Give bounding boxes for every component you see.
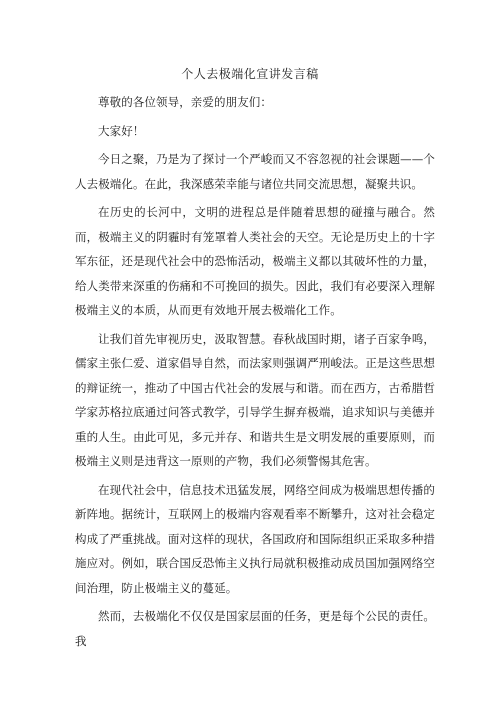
paragraph-philosophy: 让我们首先审视历史，汲取智慧。春秋战国时期，诸子百家争鸣，儒家主张仁爱、道家倡导自然，而法家则强调严刑峻法。正是这些思想的辩证统一，推动了中国古代社会的发展与和谐。而在西方，古希腊哲学家苏格拉底通过问答式教学，引导学生摒弃极端，追求知识与美德并重的人生。由此可见，多元并存、和谐共生是文明发展的重要原则，而极端主义则是违背这一原则的产物，我们必须警惕其危害。 xyxy=(75,331,435,468)
document-body xyxy=(75,90,435,653)
paragraph-history: 在历史的长河中，文明的进程总是伴随着思想的碰撞与融合。然而，极端主义的阴霾时有笼罩着人类社会的天空。无论是历史上的十字军东征，还是现代社会中的恐怖活动，极端主义都以其破坏性的力量，给人类带来深重的伤痛和不可挽回的损失。因此，我们有必要深入理解极端主义的本质，从而更有效地开展去极端化工作。 xyxy=(75,205,435,317)
paragraph-salutation: 尊敬的各位领导，亲爱的朋友们： xyxy=(98,95,272,109)
paragraph-citizen-responsibility: 然而，去极端化不仅仅是国家层面的任务，更是每个公民的责任。我 xyxy=(75,609,435,648)
document-title: 个人去极端化宣讲发言稿 xyxy=(181,67,319,81)
paragraph-modern-society: 在现代社会中，信息技术迅猛发展，网络空间成为极端思想传播的新阵地。据统计，互联网上的极端内容观看率不断攀升，这对社会稳定构成了严重挑战。面对这样的现状，各国政府和国际组织正采取多种措施应对。例如，联合国反恐怖主义执行局就积极推动成员国加强网络空间治理，防止极端主义的蔓延。 xyxy=(75,482,435,595)
paragraph-intro: 今日之聚，乃是为了探讨一个严峻而又不容忽视的社会课题——个人去极端化。在此，我深感荣幸能与诸位共同交流思想，凝聚共识。 xyxy=(75,152,435,191)
paragraph-greeting: 大家好！ xyxy=(98,123,145,138)
